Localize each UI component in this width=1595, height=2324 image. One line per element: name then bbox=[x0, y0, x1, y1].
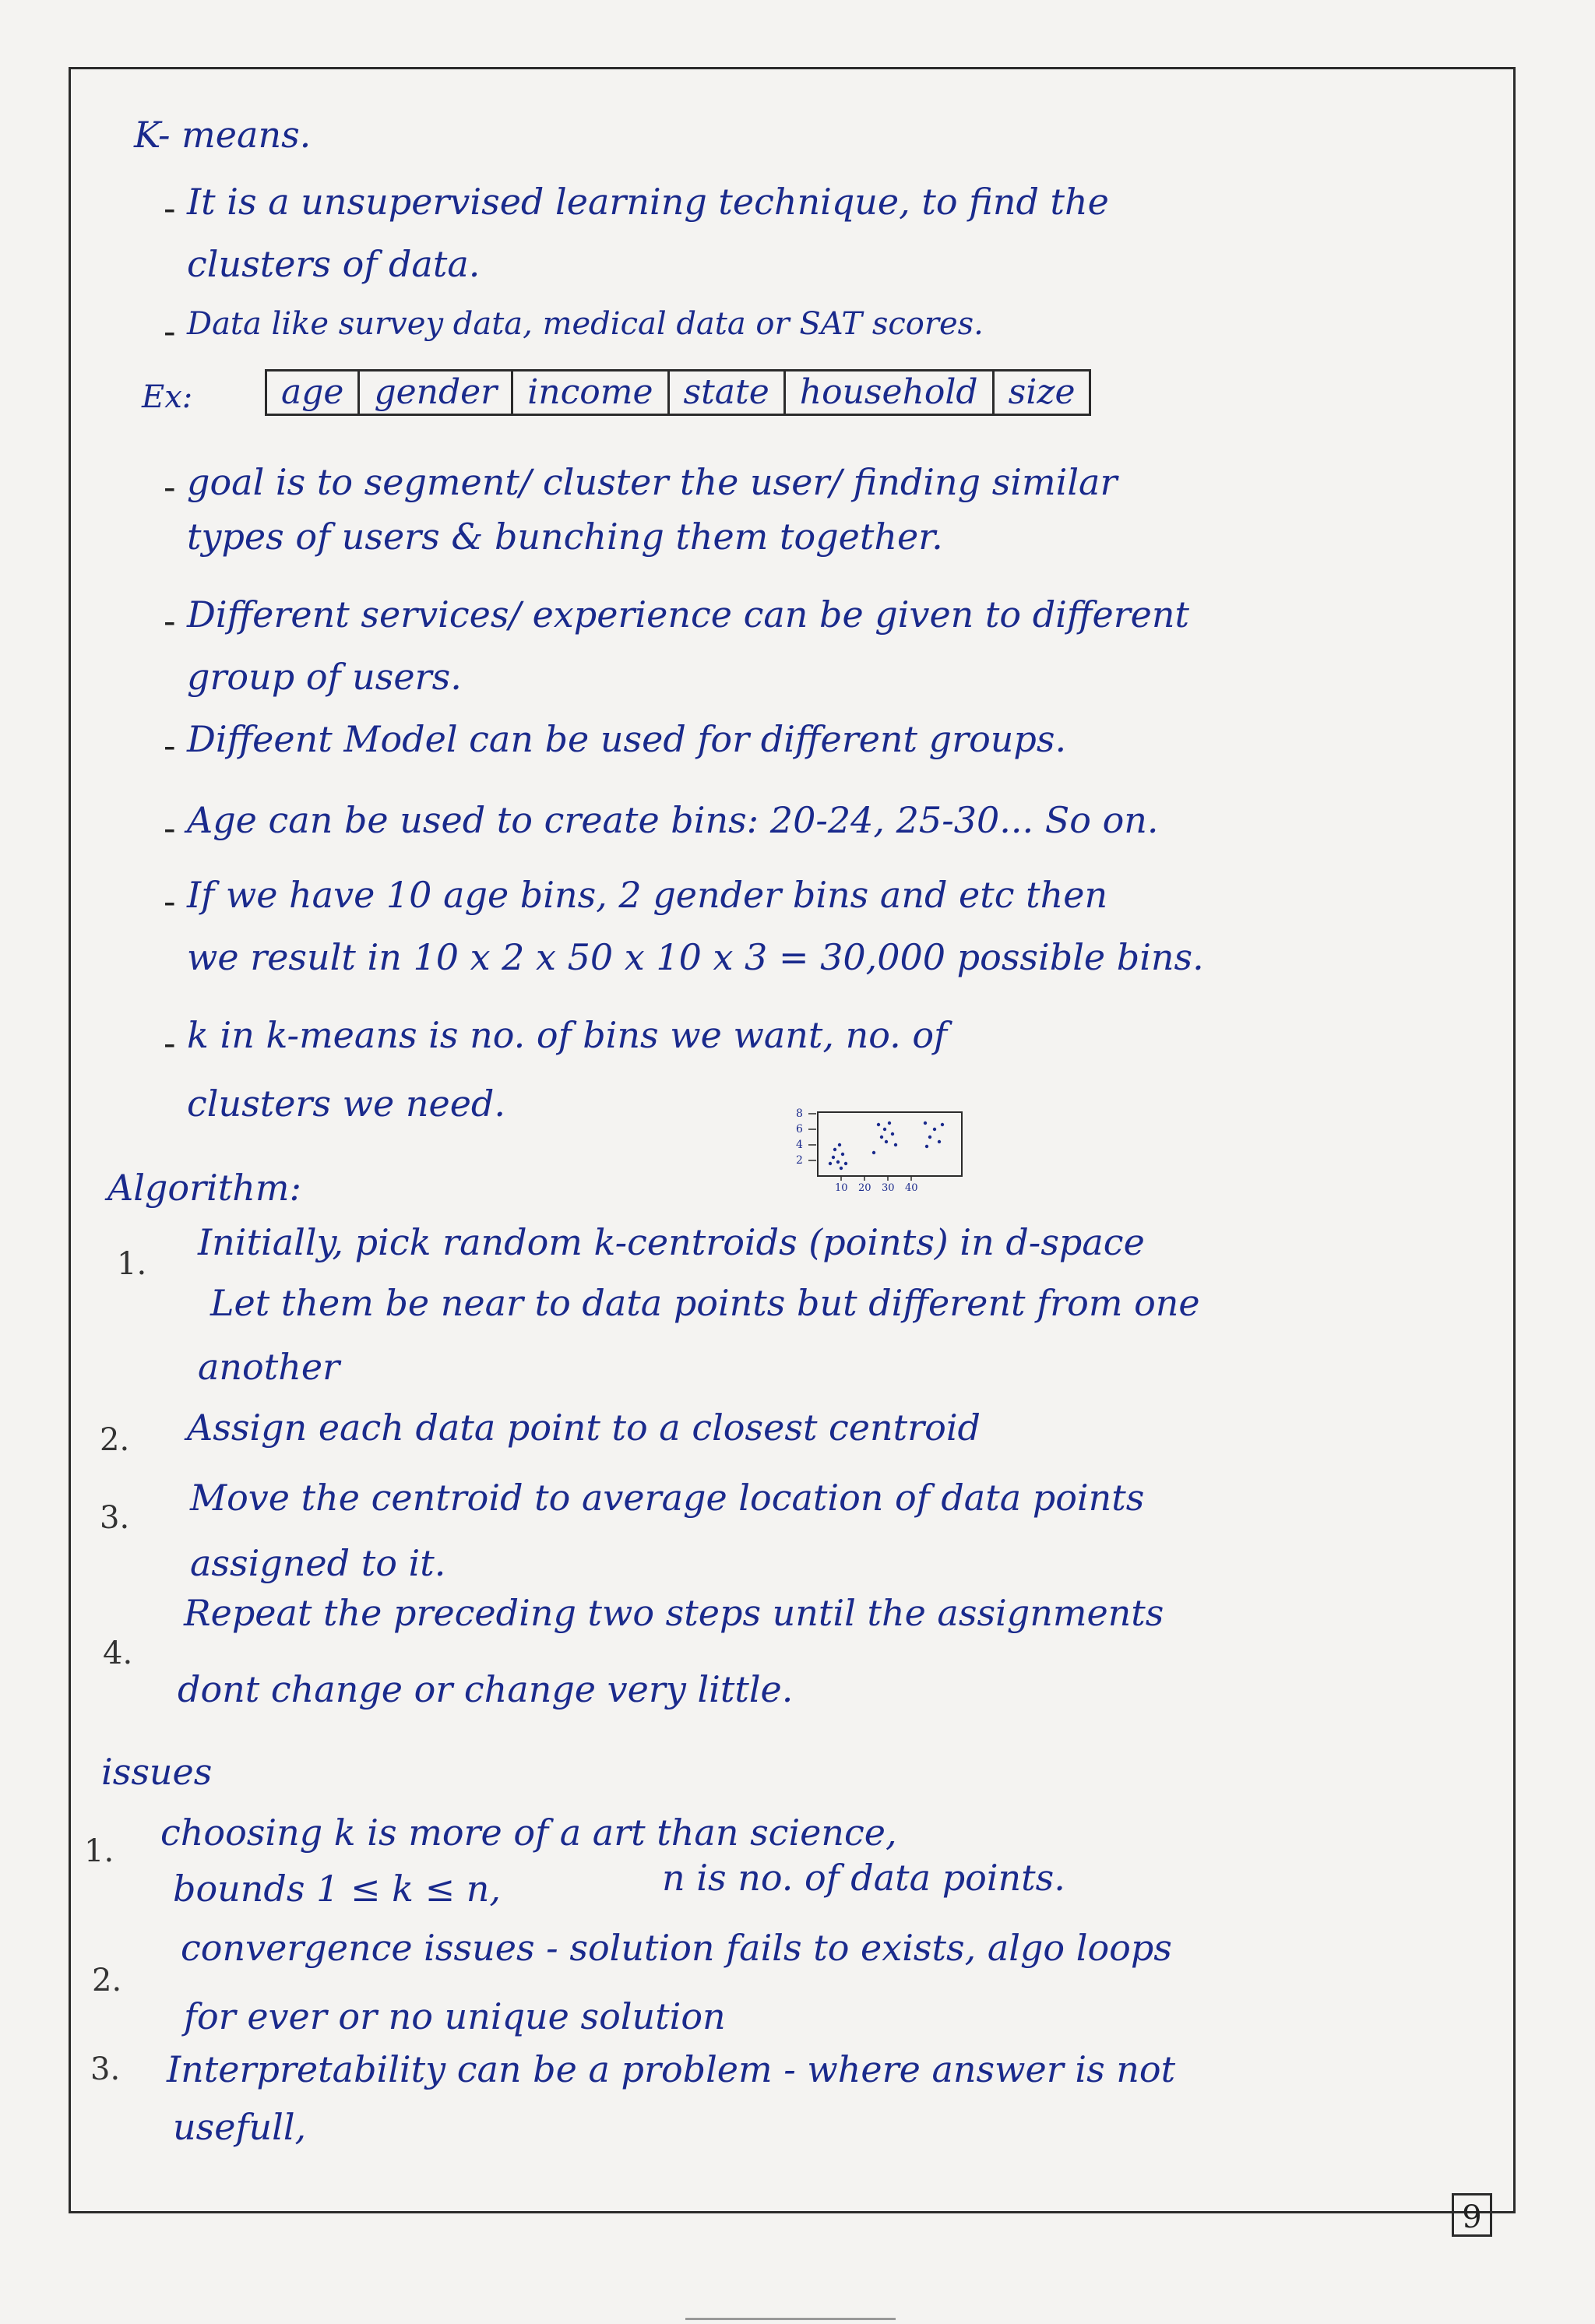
field-cell: income bbox=[512, 371, 668, 415]
issue-line: n is no. of data points. bbox=[662, 1857, 1065, 1899]
issue-line: Interpretability can be a problem - where answer is not bbox=[167, 2048, 1176, 2090]
page-title: K- means. bbox=[134, 114, 312, 156]
point-line: k in k-means is no. of bins we want, no. of bbox=[187, 1014, 948, 1056]
bullet-dash: - bbox=[164, 466, 176, 508]
step-line: assigned to it. bbox=[190, 1542, 446, 1584]
field-cell: age bbox=[266, 371, 359, 415]
step-number: 3. bbox=[100, 1500, 130, 1536]
sketch-x-tick: 40 bbox=[905, 1182, 918, 1192]
bullet-dash: - bbox=[164, 310, 176, 352]
point-line: Age can be used to create bins: 20-24, 25-30... So on. bbox=[187, 799, 1159, 841]
field-cell: household bbox=[784, 371, 993, 415]
cluster-sketch bbox=[787, 1106, 966, 1192]
page-number: 9 bbox=[1452, 2193, 1492, 2237]
sketch-x-tick: 30 bbox=[882, 1182, 895, 1192]
field-cell: state bbox=[668, 371, 784, 415]
point-line: group of users. bbox=[187, 656, 462, 698]
step-line: Let them be near to data points but different from one bbox=[210, 1282, 1200, 1324]
step-line: Repeat the preceding two steps until the assignments bbox=[184, 1592, 1164, 1634]
bullet-dash: - bbox=[164, 1022, 176, 1064]
step-line: another bbox=[198, 1346, 340, 1388]
point-line: we result in 10 x 2 x 50 x 10 x 3 = 30,000 possible bins. bbox=[187, 936, 1204, 978]
intro-line-3: Data like survey data, medical data or SAT scores. bbox=[187, 306, 984, 342]
issue-number: 1. bbox=[84, 1833, 114, 1869]
bullet-dash: - bbox=[164, 724, 176, 766]
sketch-x-tick: 10 bbox=[835, 1182, 848, 1192]
intro-line-2: clusters of data. bbox=[187, 243, 481, 285]
step-line: Initially, pick random k-centroids (points) in d-space bbox=[198, 1221, 1145, 1263]
field-cell: size bbox=[993, 371, 1090, 415]
intro-line-1: It is a unsupervised learning technique, to find the bbox=[187, 181, 1109, 223]
point-line: Different services/ experience can be given to different bbox=[187, 593, 1190, 636]
issue-line: choosing k is more of a art than science, bbox=[160, 1812, 897, 1854]
field-cell: gender bbox=[359, 371, 512, 415]
bullet-dash: - bbox=[164, 187, 176, 229]
bullet-dash: - bbox=[164, 880, 176, 922]
sketch-y-tick: 2 bbox=[796, 1154, 803, 1167]
issue-line: for ever or no unique solution bbox=[184, 1995, 726, 2037]
algorithm-heading: Algorithm: bbox=[107, 1167, 302, 1209]
issue-line: usefull, bbox=[173, 2106, 307, 2148]
step-line: dont change or change very little. bbox=[178, 1668, 794, 1710]
sketch-y-tick: 8 bbox=[796, 1107, 803, 1120]
step-number: 2. bbox=[100, 1422, 130, 1458]
sketch-y-tick: 4 bbox=[796, 1139, 803, 1151]
step-line: Move the centroid to average location of data points bbox=[190, 1477, 1145, 1519]
bottom-rule bbox=[685, 2318, 896, 2320]
point-line: clusters we need. bbox=[187, 1083, 505, 1125]
example-fields-table bbox=[265, 369, 1091, 416]
issues-heading: issues bbox=[101, 1751, 213, 1793]
issue-number: 2. bbox=[92, 1963, 122, 1998]
step-number: 4. bbox=[103, 1636, 133, 1671]
point-line: If we have 10 age bins, 2 gender bins and etc then bbox=[187, 874, 1108, 916]
sketch-y-tick: 6 bbox=[796, 1123, 803, 1136]
example-label: Ex: bbox=[142, 379, 193, 415]
point-line: types of users & bunching them together. bbox=[187, 516, 943, 558]
step-line: Assign each data point to a closest centroid bbox=[187, 1407, 981, 1449]
sketch-points bbox=[829, 1122, 944, 1170]
bullet-dash: - bbox=[164, 807, 176, 849]
issue-line: convergence issues - solution fails to exists, algo loops bbox=[181, 1927, 1172, 1969]
point-line: goal is to segment/ cluster the user/ finding similar bbox=[187, 461, 1118, 503]
bullet-dash: - bbox=[164, 600, 176, 642]
sketch-x-tick: 20 bbox=[858, 1182, 871, 1192]
issue-line: bounds 1 ≤ k ≤ n, bbox=[173, 1868, 502, 1910]
step-number: 1. bbox=[117, 1246, 147, 1282]
issue-number: 3. bbox=[90, 2051, 121, 2087]
point-line: Diffeent Model can be used for different groups. bbox=[187, 718, 1067, 760]
